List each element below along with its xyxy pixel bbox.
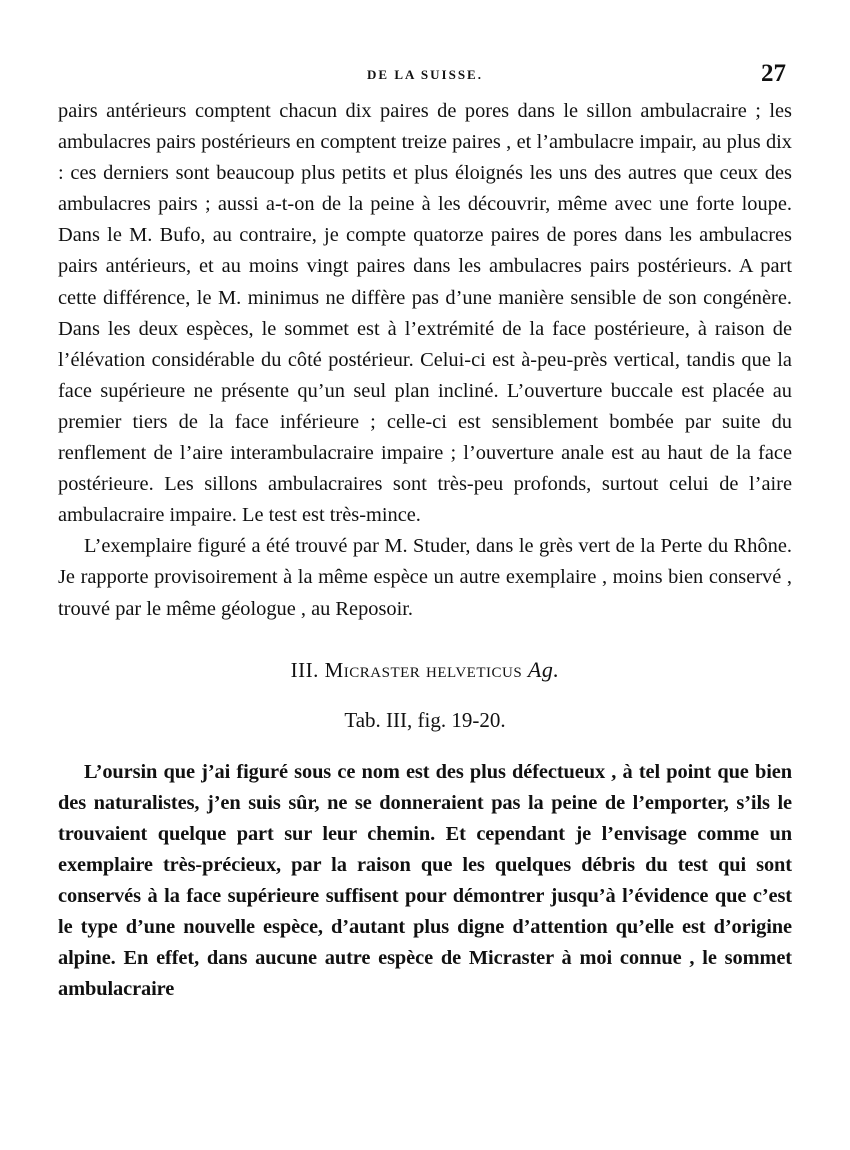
- species-author: Ag.: [527, 656, 560, 682]
- species-genus: Micraster: [324, 657, 421, 682]
- body-text: [58, 96, 792, 1005]
- plate-reference: Tab. III, fig. 19-20.: [344, 707, 506, 732]
- species-heading: [58, 656, 792, 684]
- paragraph-specimen-note: L’exemplaire figuré a été trouvé par M. Studer, dans le grès vert de la Perte du Rhône. Je rapporte provisoirement à la même espèce un autre exemplaire , moins bien conservé , trouvé par le même géologue , au Reposoir.: [58, 535, 792, 620]
- species-numeral: III.: [290, 657, 319, 682]
- paragraph-continuation: pairs antérieurs comptent chacun dix paires de pores dans le sillon ambulacraire ; les ambulacres pairs postérieurs en comptent treize paires , et l’ambulacre impair, au plus dix : ces derniers sont beaucoup plus petits et plus éloignés les uns des autres que ceux des ambulacres pairs ; aussi a-t-on de la peine à les découvrir, même avec une forte loupe. Dans le M. Bufo, au contraire, je compte quatorze paires de pores dans les ambulacres pairs antérieurs, et au moins vingt paires dans les ambulacres pairs postérieurs. A part cette différence, le M. minimus ne diffère pas d’une manière sensible de son congénère. Dans les deux espèces, le sommet est à l’extrémité de la face postérieure, à raison de l’élévation considérable du côté postérieur. Celui-ci est à-peu-près vertical, tandis que la face supérieure ne présente qu’un seul plan incliné. L’ouverture buccale est placée au premier tiers de la face inférieure ; celle-ci est sensiblement bombée par suite du renflement de l’aire interambulacraire impaire ; l’ouverture anale est au haut de la face postérieure. Les sillons ambulacraires sont très-peu profonds, surtout celui de l’aire ambulacraire impaire. Le test est très-mince.: [58, 100, 792, 527]
- running-header: [58, 62, 792, 88]
- species-epithet: helveticus: [426, 657, 523, 682]
- paragraph-species-description: L’oursin que j’ai figuré sous ce nom est des plus défectueux , à tel point que bien des naturalistes, j’en suis sûr, ne se donneraient pas la peine de l’emporter, s’ils le trouvaient quelque part sur leur chemin. Et cependant je l’envisage comme un exemplaire très-précieux, par la raison que les quelques débris du test qui sont conservés à la face supérieure suffisent pour démontrer jusqu’à l’évidence que c’est le type d’une nouvelle espèce, d’autant plus digne d’attention qu’elle est d’origine alpine. En effet, dans aucune autre espèce de Micraster à moi connue , le sommet ambulacraire: [58, 760, 792, 1001]
- running-title: DE LA SUISSE.: [367, 67, 483, 82]
- page-number: 27: [761, 60, 786, 87]
